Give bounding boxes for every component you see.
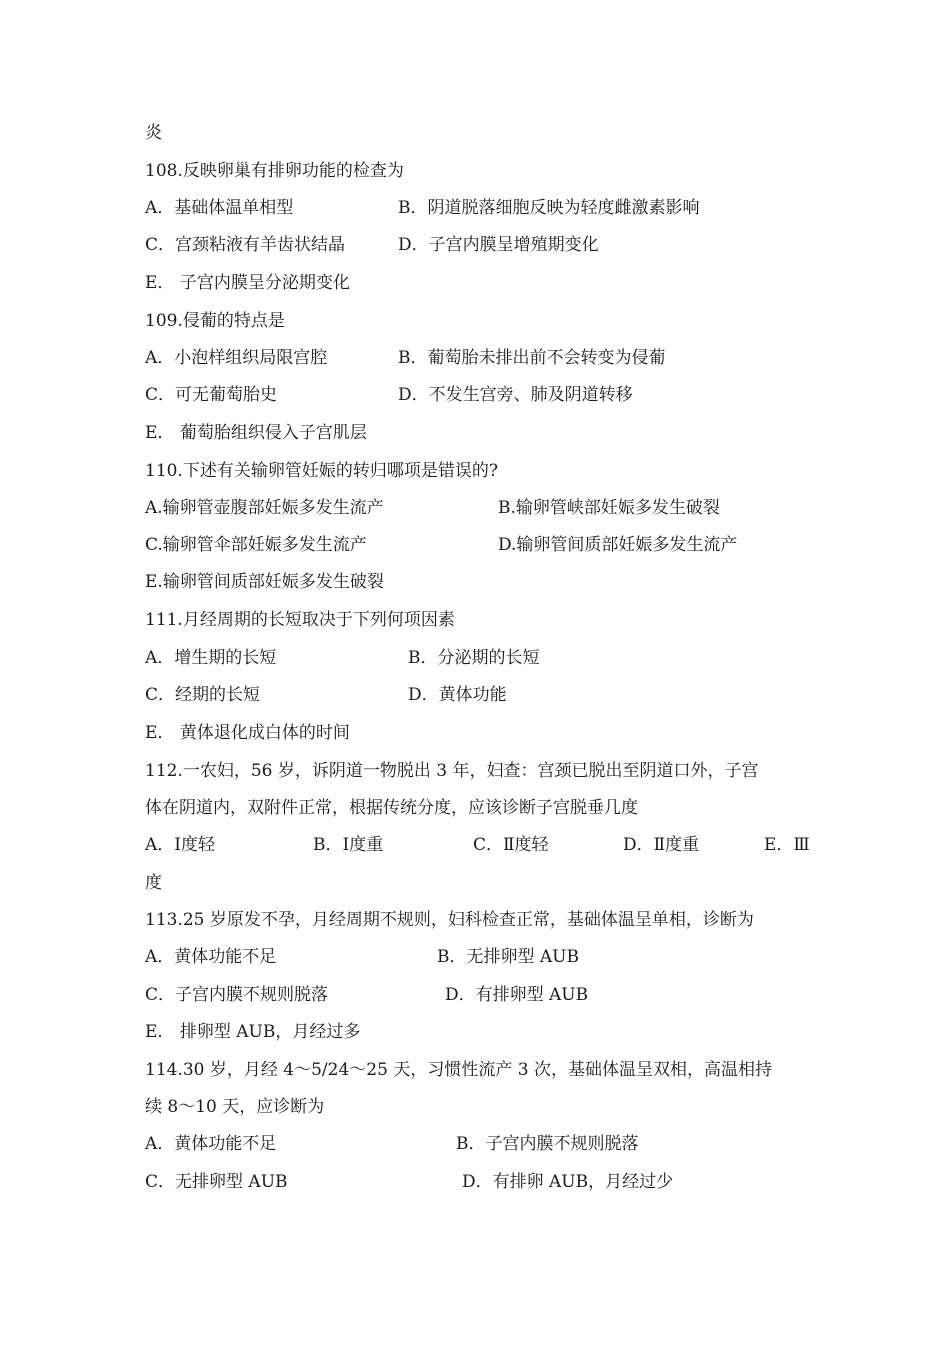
question-114-option-c: C．无排卵型 AUB bbox=[145, 1172, 288, 1192]
question-112-option-d: D．Ⅱ度重 bbox=[623, 835, 700, 855]
question-113-option-e: E． 排卵型 AUB，月经过多 bbox=[145, 1022, 361, 1042]
question-112-stem-line-2: 体在阴道内，双附件正常，根据传统分度，应该诊断子宫脱垂几度 bbox=[145, 798, 638, 818]
question-108-stem: 108.反映卵巢有排卵功能的检查为 bbox=[145, 161, 404, 181]
question-109-option-d: D．不发生宫旁、肺及阴道转移 bbox=[398, 385, 633, 405]
question-111-stem: 111.月经周期的长短取决于下列何项因素 bbox=[145, 610, 455, 630]
question-113-option-b: B．无排卵型 AUB bbox=[437, 947, 579, 967]
question-110-option-e: E.输卵管间质部妊娠多发生破裂 bbox=[145, 572, 384, 592]
question-113-stem: 113.25 岁原发不孕，月经周期不规则，妇科检查正常，基础体温呈单相，诊断为 bbox=[145, 910, 754, 930]
question-108-option-d: D．子宫内膜呈增殖期变化 bbox=[398, 235, 599, 255]
question-112-option-e-wrap: 度 bbox=[145, 873, 162, 893]
continuation-text: 炎 bbox=[145, 123, 162, 143]
question-111-option-d: D．黄体功能 bbox=[408, 685, 507, 705]
question-113-option-d: D．有排卵型 AUB bbox=[445, 985, 589, 1005]
question-110-option-d: D.输卵管间质部妊娠多发生流产 bbox=[498, 535, 738, 555]
question-110-option-b: B.输卵管峡部妊娠多发生破裂 bbox=[498, 498, 720, 518]
question-112-stem-line-1: 112.一农妇，56 岁，诉阴道一物脱出 3 年，妇查：宫颈已脱出至阴道口外，子宫 bbox=[145, 761, 759, 781]
question-112-option-c: C．Ⅱ度轻 bbox=[473, 835, 549, 855]
question-109-option-c: C．可无葡萄胎史 bbox=[145, 385, 278, 405]
question-110-stem: 110.下述有关输卵管妊娠的转归哪项是错误的? bbox=[145, 461, 498, 481]
question-109-option-a: A．小泡样组织局限宫腔 bbox=[145, 348, 328, 368]
question-110-option-c: C.输卵管伞部妊娠多发生流产 bbox=[145, 535, 367, 555]
question-112-option-a: A．Ⅰ度轻 bbox=[145, 835, 215, 855]
question-114-stem-line-2: 续 8～10 天，应诊断为 bbox=[145, 1097, 325, 1117]
question-114-option-d: D．有排卵 AUB，月经过少 bbox=[462, 1172, 674, 1192]
question-112-option-b: B．Ⅰ度重 bbox=[313, 835, 384, 855]
question-114-option-a: A．黄体功能不足 bbox=[145, 1134, 277, 1154]
question-111-option-e: E． 黄体退化成白体的时间 bbox=[145, 723, 350, 743]
question-114-stem-line-1: 114.30 岁，月经 4～5/24～25 天，习惯性流产 3 次，基础体温呈双相，高温相持 bbox=[145, 1060, 772, 1080]
question-108-option-a: A．基础体温单相型 bbox=[145, 198, 294, 218]
question-108-option-e: E． 子宫内膜呈分泌期变化 bbox=[145, 273, 350, 293]
question-111-option-b: B．分泌期的长短 bbox=[408, 648, 540, 668]
question-114-option-b: B．子宫内膜不规则脱落 bbox=[456, 1134, 639, 1154]
question-109-stem: 109.侵葡的特点是 bbox=[145, 311, 285, 331]
question-109-option-b: B．葡萄胎未排出前不会转变为侵葡 bbox=[398, 348, 666, 368]
question-108-option-c: C．宫颈粘液有羊齿状结晶 bbox=[145, 235, 346, 255]
question-113-option-a: A．黄体功能不足 bbox=[145, 947, 277, 967]
question-109-option-e: E． 葡萄胎组织侵入子宫肌层 bbox=[145, 423, 367, 443]
question-111-option-a: A．增生期的长短 bbox=[145, 648, 277, 668]
question-110-option-a: A.输卵管壶腹部妊娠多发生流产 bbox=[145, 498, 384, 518]
question-113-option-c: C．子宫内膜不规则脱落 bbox=[145, 985, 329, 1005]
question-112-option-e: E．Ⅲ bbox=[764, 835, 810, 855]
question-108-option-b: B．阴道脱落细胞反映为轻度雌激素影响 bbox=[398, 198, 700, 218]
question-111-option-c: C．经期的长短 bbox=[145, 685, 261, 705]
